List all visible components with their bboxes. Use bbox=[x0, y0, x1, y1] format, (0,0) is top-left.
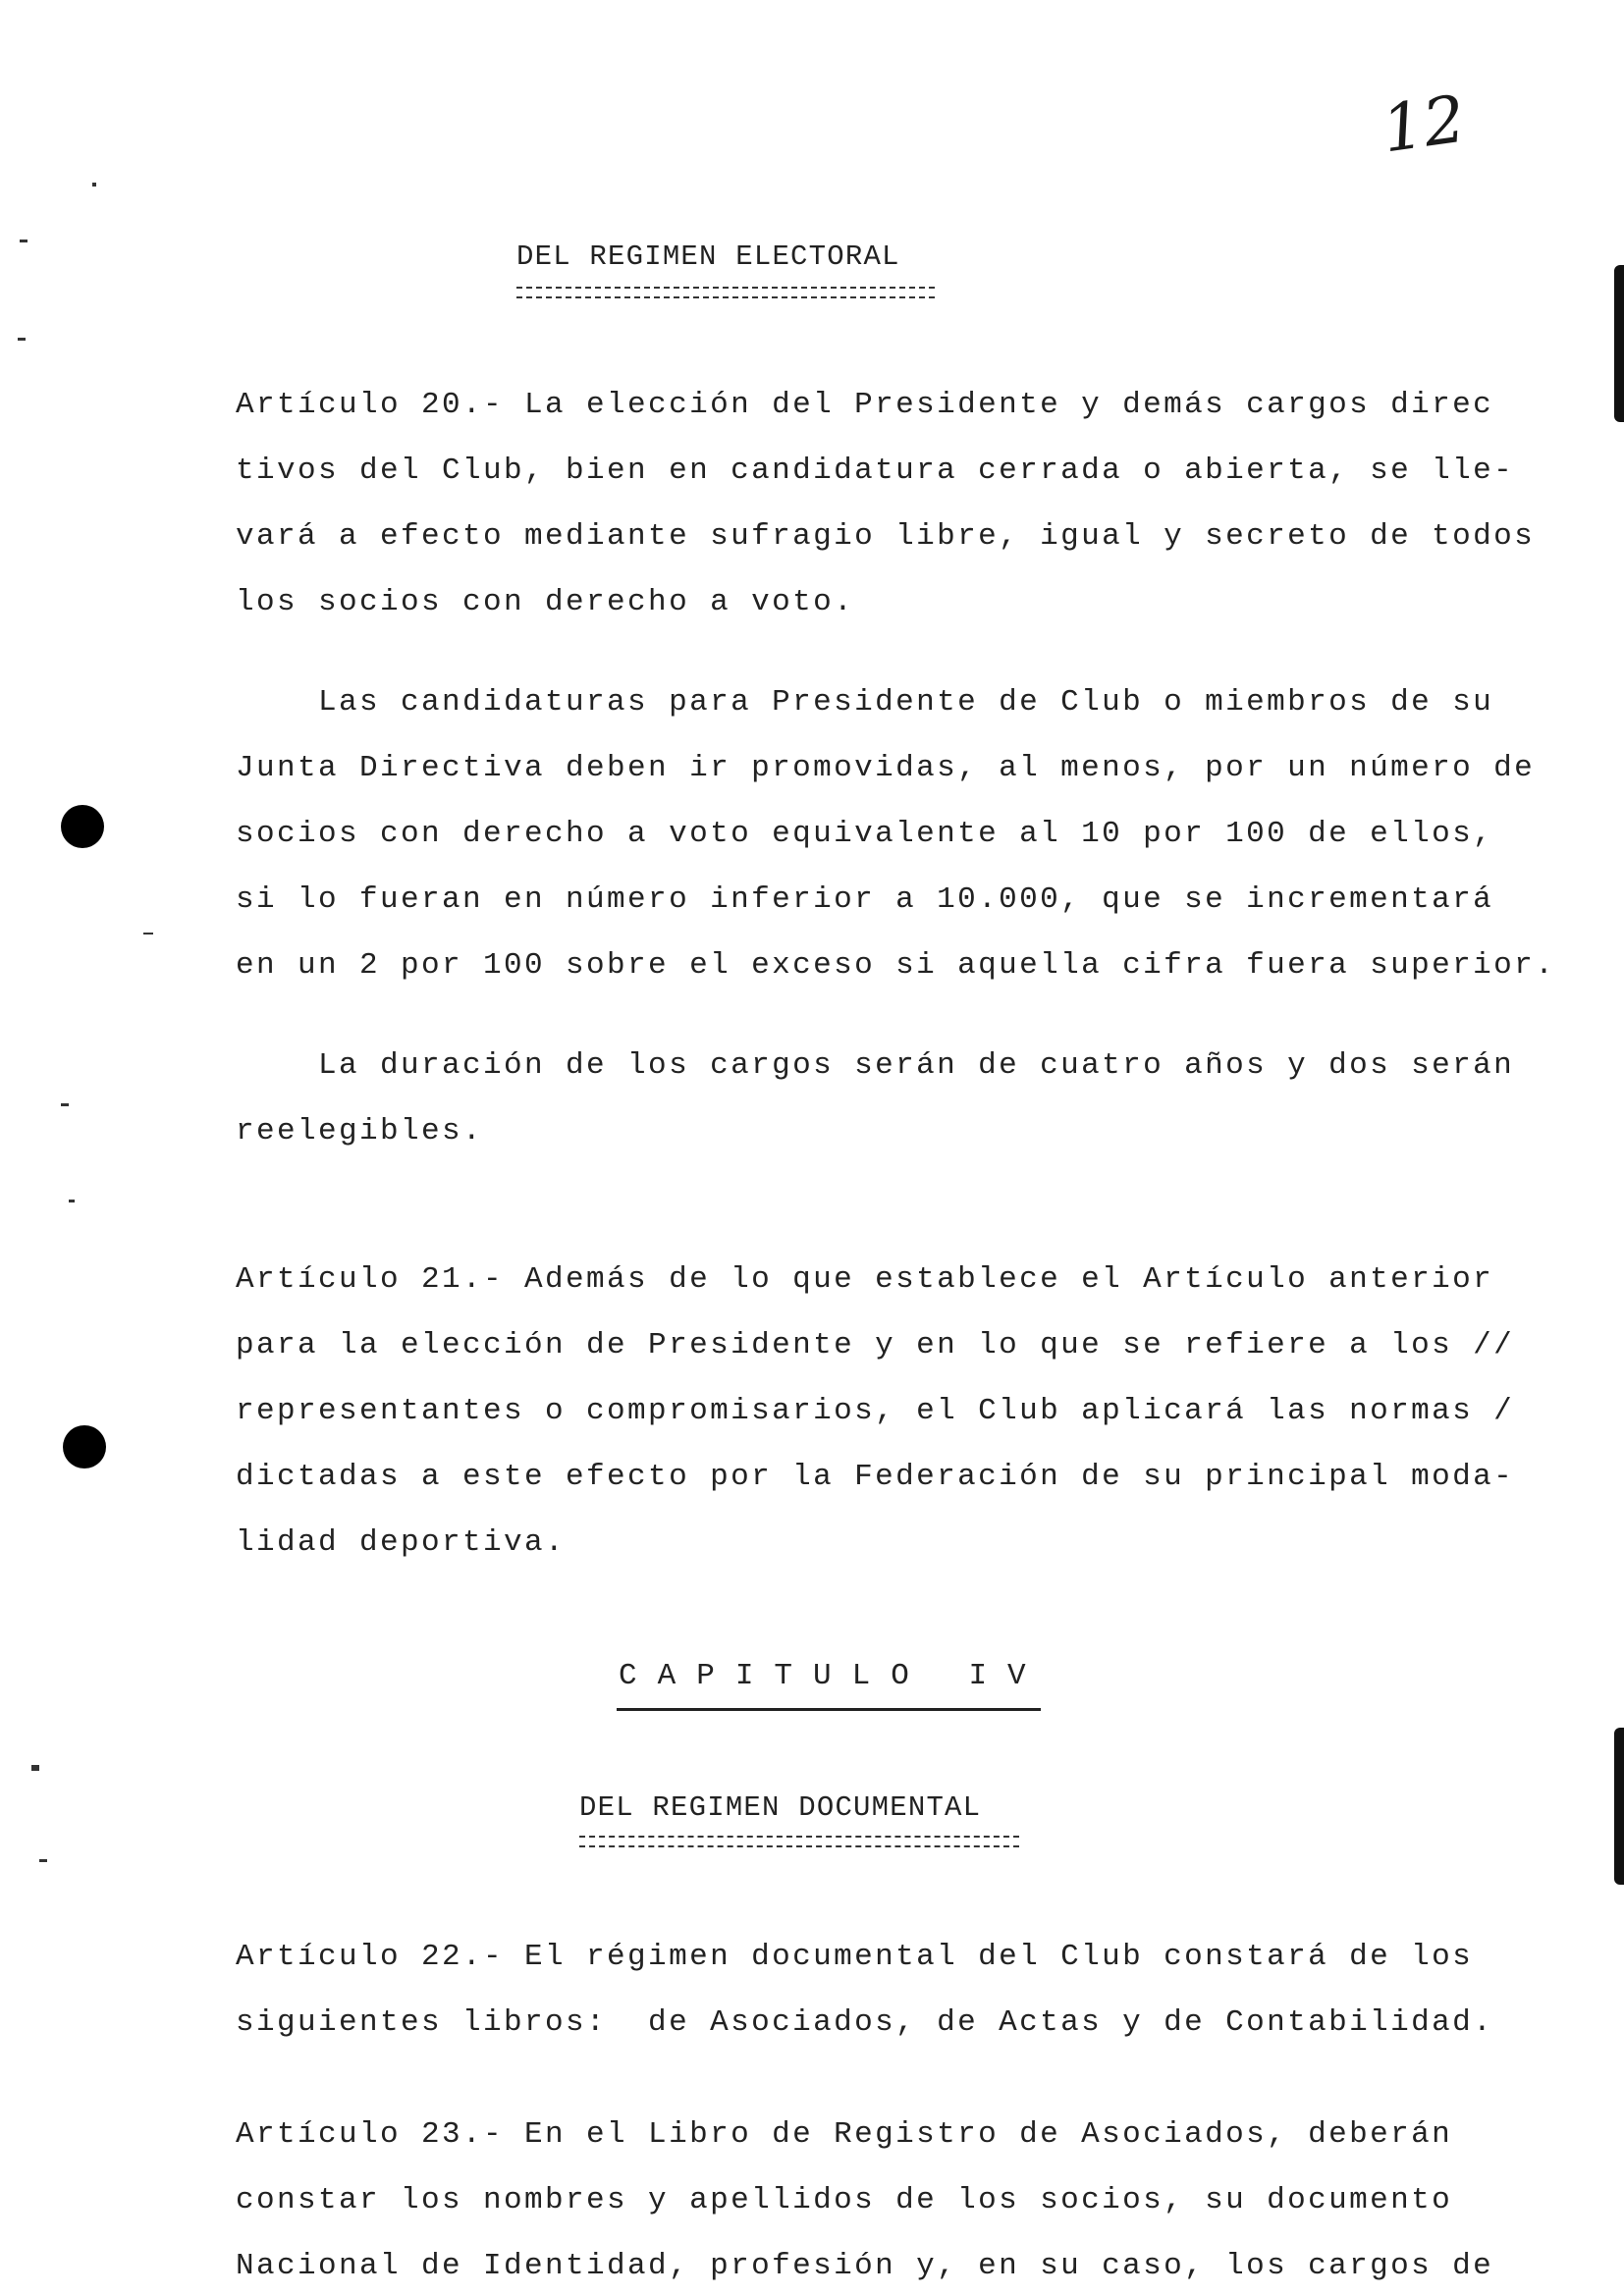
margin-mark bbox=[39, 1859, 47, 1862]
margin-mark bbox=[61, 1103, 69, 1106]
text-line: en un 2 por 100 sobre el exceso si aquella cifra fuera superior. bbox=[236, 948, 1556, 983]
text-line: Artículo 20.- La elección del Presidente y demás cargos direc bbox=[236, 388, 1494, 422]
punch-hole-bottom bbox=[63, 1425, 106, 1468]
section-heading-electoral: DEL REGIMEN ELECTORAL bbox=[516, 240, 900, 273]
margin-mark bbox=[143, 933, 153, 934]
text-line: si lo fueran en número inferior a 10.000, que se incrementará bbox=[236, 882, 1494, 917]
chapter-underline bbox=[617, 1708, 1041, 1711]
section-heading-documental: DEL REGIMEN DOCUMENTAL bbox=[579, 1791, 982, 1824]
text-line: Artículo 22.- El régimen documental del Club constará de los bbox=[236, 1940, 1474, 1974]
punch-hole-top bbox=[61, 805, 104, 848]
text-line: tivos del Club, bien en candidatura cerrada o abierta, se lle- bbox=[236, 454, 1515, 488]
heading-double-underline bbox=[579, 1836, 1019, 1847]
page-edge-shadow bbox=[1614, 265, 1624, 422]
text-line: constar los nombres y apellidos de los socios, su documento bbox=[236, 2183, 1453, 2217]
text-line: La duración de los cargos serán de cuatro años y dos serán bbox=[236, 1048, 1515, 1083]
text-line: reelegibles. bbox=[236, 1114, 484, 1148]
heading-double-underline bbox=[516, 287, 935, 298]
chapter-title: C A P I T U L O I V bbox=[619, 1659, 1027, 1693]
text-line: Las candidaturas para Presidente de Club o miembros de su bbox=[236, 685, 1494, 720]
text-line: Artículo 23.- En el Libro de Registro de Asociados, deberán bbox=[236, 2117, 1453, 2152]
text-line: siguientes libros: de Asociados, de Actas y de Contabilidad. bbox=[236, 2005, 1494, 2040]
margin-mark bbox=[20, 240, 27, 242]
text-line: dictadas a este efecto por la Federación de su principal moda- bbox=[236, 1460, 1515, 1494]
text-line: Artículo 21.- Además de lo que establece el Artículo anterior bbox=[236, 1262, 1494, 1297]
margin-mark bbox=[18, 338, 26, 341]
margin-mark bbox=[31, 1765, 39, 1771]
page-number: 12 bbox=[1378, 80, 1470, 168]
text-line: lidad deportiva. bbox=[236, 1525, 567, 1560]
text-line: Junta Directiva deben ir promovidas, al menos, por un número de bbox=[236, 751, 1536, 785]
margin-mark bbox=[69, 1200, 75, 1202]
text-line: los socios con derecho a voto. bbox=[236, 585, 855, 619]
page-edge-shadow bbox=[1614, 1728, 1624, 1885]
text-line: para la elección de Presidente y en lo que se refiere a los // bbox=[236, 1328, 1515, 1362]
text-line: socios con derecho a voto equivalente al 10 por 100 de ellos, bbox=[236, 817, 1494, 851]
text-line: Nacional de Identidad, profesión y, en su caso, los cargos de bbox=[236, 2249, 1494, 2283]
text-line: vará a efecto mediante sufragio libre, igual y secreto de todos bbox=[236, 519, 1536, 554]
text-line: representantes o compromisarios, el Club aplicará las normas / bbox=[236, 1394, 1515, 1428]
margin-mark bbox=[92, 183, 96, 187]
